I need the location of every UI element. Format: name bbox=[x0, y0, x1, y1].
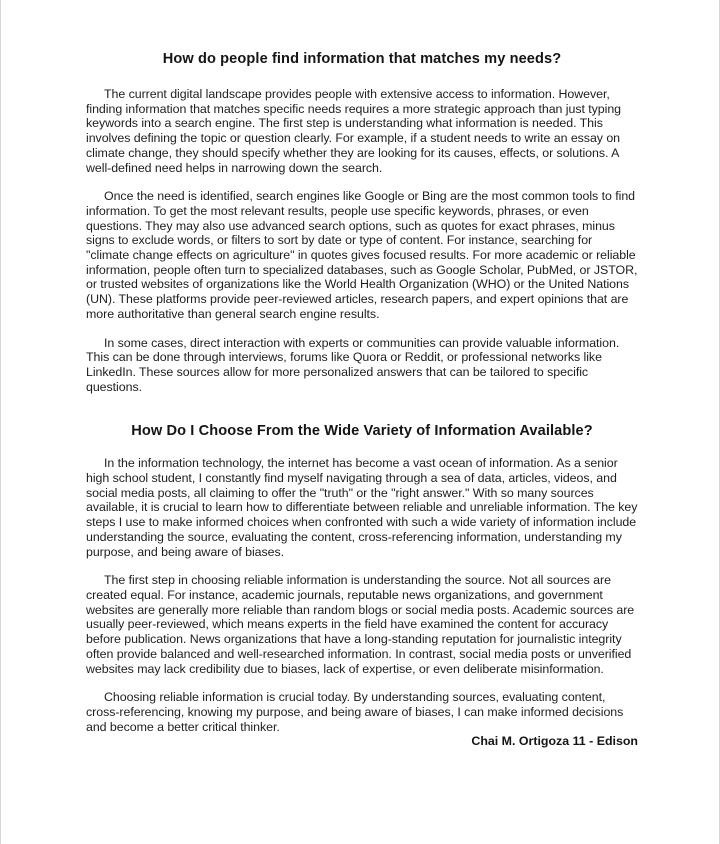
paragraph: The first step in choosing reliable information is understanding the source. Not all sources are created equal. For instance, academic journals, reputable news organizations, and government websites are generally more reliable than random blogs or social media posts. Academic sources are usually peer-reviewed, which means experts in the field have examined the content for accuracy before publication. News organizations that have a long-standing reputation for journalistic integrity often provide balanced and well-researched information. In contrast, social media posts or unverified websites may lack credibility due to biases, lack of expertise, or even deliberate misinformation. bbox=[86, 573, 635, 676]
section-choosing-information bbox=[86, 423, 638, 734]
paragraph: Once the need is identified, search engines like Google or Bing are the most common tools to find information. To get the most relevant results, people use specific keywords, phrases, or even questions. They may also use advanced search options, such as quotes for exact phrases, minus signs to exclude words, or filters to sort by date or type of content. For instance, searching for "climate change effects on agriculture" in quotes gives focused results. For more academic or reliable information, people often turn to specialized databases, such as Google Scholar, PubMed, or JSTOR, or trusted websites of organizations like the World Health Organization (WHO) or the United Nations (UN). These platforms provide peer-reviewed articles, research papers, and expert opinions that are more authoritative than general search engine results. bbox=[86, 189, 638, 321]
section-finding-information bbox=[86, 51, 638, 394]
section-title: How do people find information that matches my needs? bbox=[162, 51, 562, 67]
paragraph: In the information technology, the internet has become a vast ocean of information. As a senior high school student, I constantly find myself navigating through a sea of data, articles, videos, and social media posts, all claiming to offer the "truth" or the "right answer." With so many sources available, it is crucial to learn how to differentiate between reliable and unreliable information. The key steps I use to make informed choices when confronted with such a wide variety of information include understanding the source, evaluating the content, cross-referencing information, understanding my purpose, and being aware of biases. bbox=[86, 456, 638, 559]
section-title: How Do I Choose From the Wide Variety of Information Available? bbox=[131, 423, 593, 440]
paragraph: In some cases, direct interaction with experts or communities can provide valuable information. This can be done through interviews, forums like Quora or Reddit, or professional networks like LinkedIn. These sources allow for more personalized answers that can be tailored to specific questions. bbox=[86, 335, 620, 394]
paragraph: Choosing reliable information is crucial today. By understanding sources, evaluating content, cross-referencing, knowing my purpose, and being aware of biases, I can make informed decisions and become a better critical thinker. bbox=[86, 690, 624, 734]
author-signature: Chai M. Ortigoza 11 - Edison bbox=[471, 734, 638, 749]
document-body bbox=[86, 49, 638, 749]
paragraph: The current digital landscape provides people with extensive access to information. However, finding information that matches specific needs requires a more strategic approach than just typing keywords into a search engine. The first step is understanding what information is needed. This involves defining the topic or question clearly. For example, if a student needs to write an essay on climate change, they should specify whether they are looking for its causes, effects, or solutions. A well-defined need helps in narrowing down the search. bbox=[86, 87, 622, 175]
